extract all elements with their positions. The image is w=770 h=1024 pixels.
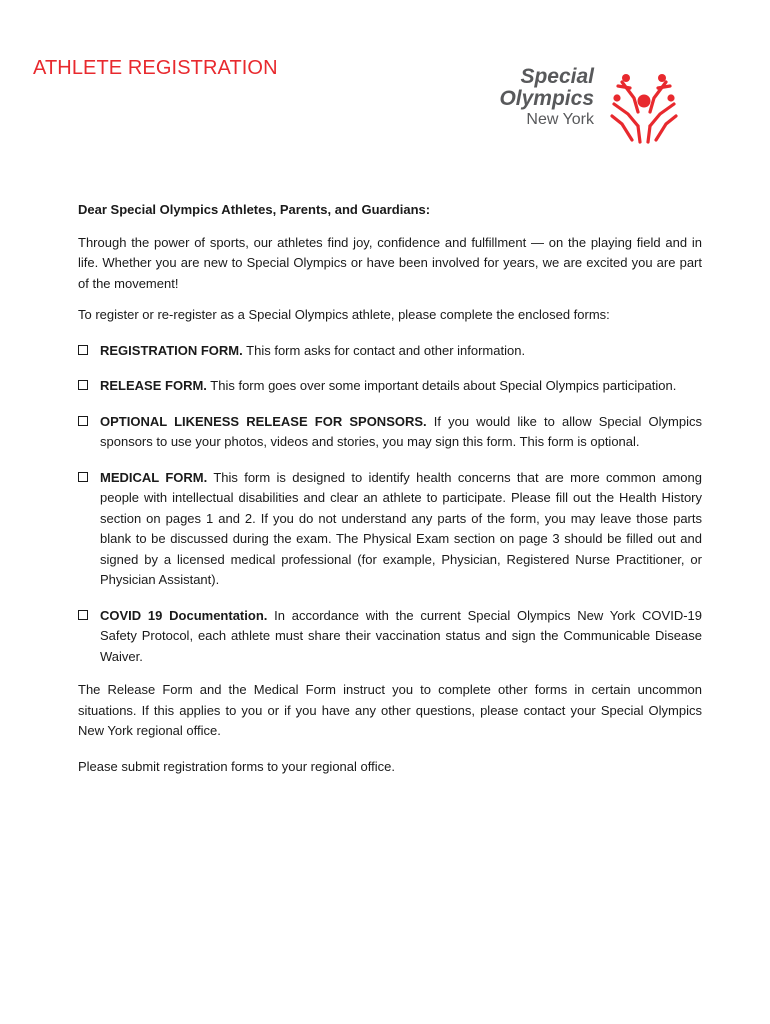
checkbox[interactable] [78, 380, 88, 390]
checklist-item-likeness-release [78, 412, 702, 453]
item-text: This form goes over some important details about Special Olympics participation. [210, 378, 677, 393]
submit-paragraph: Please submit registration forms to your regional office. [78, 758, 395, 774]
checklist-item-medical-form [78, 468, 702, 591]
item-text: If you would like to allow Special Olympics sponsors to use your photos, videos and stories, you may sign this form. This form is optional. [100, 413, 702, 449]
item-text: In accordance with the current Special Olympics New York COVID-19 Safety Protocol, each athlete must share their vaccination status and sign the Communicable Disease Waiver. [100, 607, 703, 664]
letter-greeting: Dear Special Olympics Athletes, Parents, and Guardians: [78, 202, 431, 217]
page-title: ATHLETE REGISTRATION [33, 57, 278, 79]
logo-line-1: Special [520, 65, 594, 88]
logo-line-3: New York [526, 111, 594, 128]
item-label: REGISTRATION FORM. [100, 342, 243, 358]
item-label: RELEASE FORM. [100, 378, 207, 393]
item-text: This form asks for contact and other information. [246, 342, 526, 358]
intro-paragraph: Through the power of sports, our athletes find joy, confidence and fulfillment — on the playing field and in life. Whether you are new to Special Olympics or have been involved for years, we are excited you are part of the movement! [78, 234, 702, 291]
checklist-item-release-form [78, 376, 702, 397]
letter-body [78, 200, 702, 777]
checkbox[interactable] [78, 345, 88, 355]
checklist-item-registration-form [78, 341, 702, 362]
checkbox[interactable] [78, 472, 88, 482]
instructions-paragraph: To register or re-register as a Special Olympics athlete, please complete the enclosed forms: [78, 307, 610, 322]
item-label: COVID 19 Documentation. [100, 607, 268, 623]
item-label: OPTIONAL LIKENESS RELEASE FOR SPONSORS. [100, 413, 427, 429]
checklist-item-covid-documentation [78, 606, 702, 668]
checkbox[interactable] [78, 610, 88, 620]
uncommon-situations-paragraph: The Release Form and the Medical Form instruct you to complete other forms in certain uncommon situations. If this applies to you or if you have any other questions, please contact your Special Olympics New York regional office. [78, 682, 702, 738]
logo-line-2: Olympics [499, 87, 594, 110]
checkbox[interactable] [78, 416, 88, 426]
special-olympics-figures-icon [608, 68, 680, 148]
item-label: MEDICAL FORM. [100, 469, 208, 485]
logo-wordmark [474, 66, 594, 130]
item-text: This form is designed to identify health concerns that are more common among people with intellectual disabilities and clear an athlete to participate. Please fill out the Health History section on pages 1 and 2. If you do not understand any parts of the form, you may leave those parts blank to be discussed during the exam. The Physical Exam section on page 3 should be filled out and signed by a licensed medical professional (for example, Physician, Registered Nurse Practitioner, or Physician Assistant). [100, 469, 702, 587]
special-olympics-new-york-logo [474, 66, 684, 150]
